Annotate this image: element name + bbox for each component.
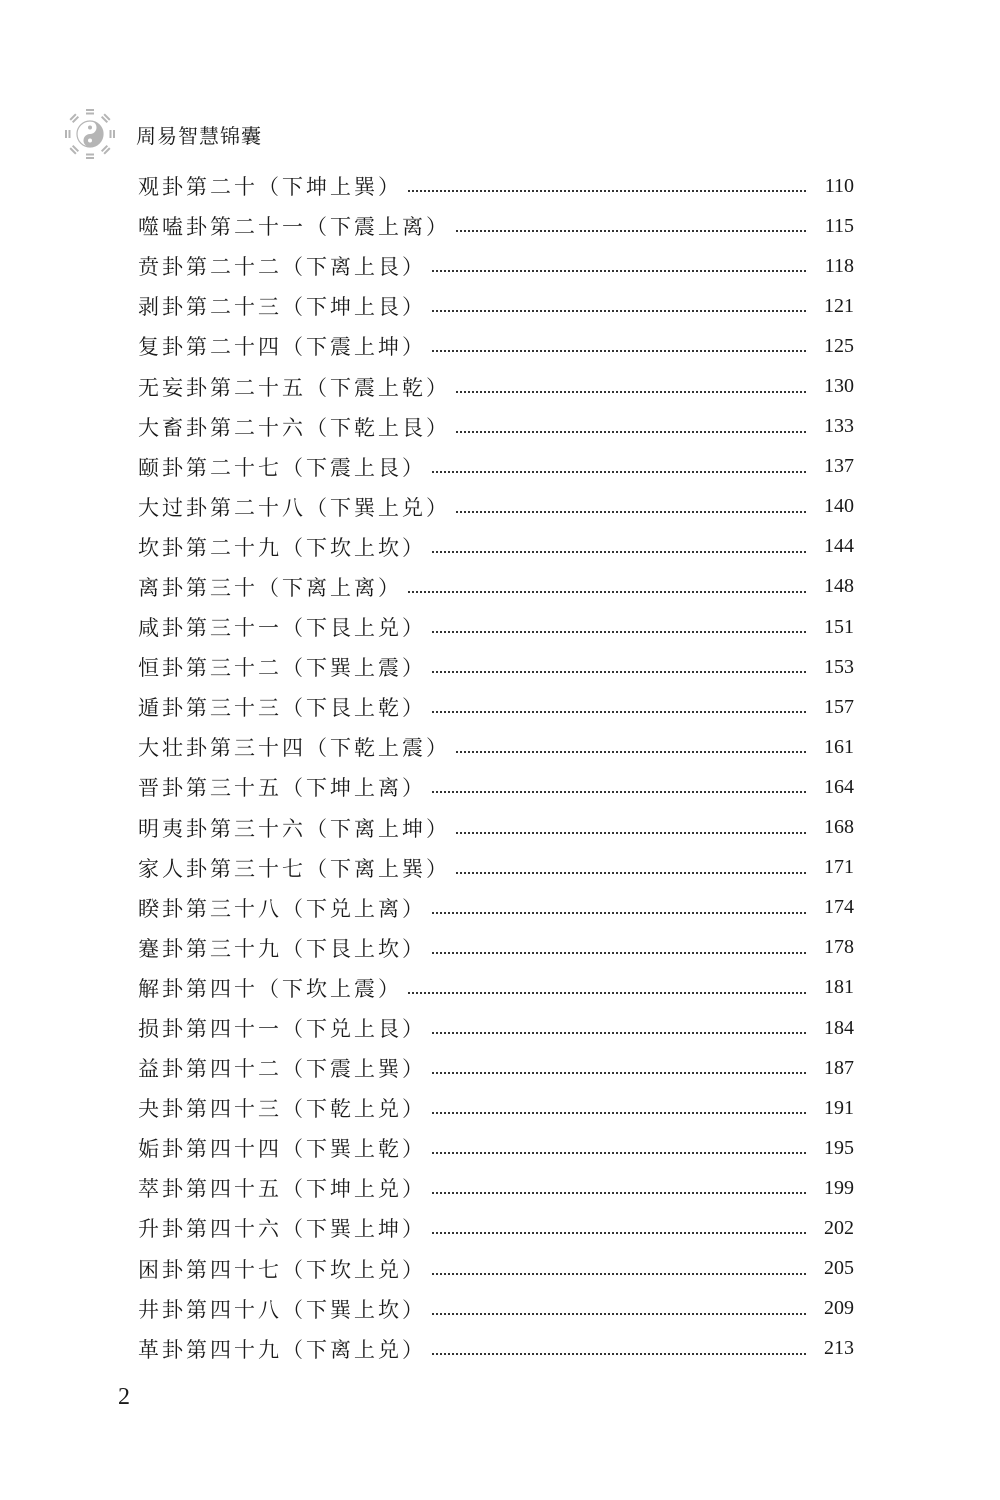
toc-entry-title: 夬卦第四十三（下乾上兑） [138,1097,426,1122]
toc-entry-page: 110 [824,174,854,197]
toc-entry[interactable] [138,687,854,727]
dot-leader [432,471,806,473]
dot-leader [432,1273,806,1275]
toc-entry-title: 井卦第四十八（下巽上坎） [138,1297,426,1322]
toc-entry-title: 剥卦第二十三（下坤上艮） [138,295,426,320]
toc-entry[interactable] [138,1048,854,1088]
toc-entry-page: 181 [824,976,854,999]
toc-entry[interactable] [138,166,854,206]
toc-entry[interactable] [138,286,854,326]
toc-entry[interactable] [138,527,854,567]
toc-entry-title: 颐卦第二十七（下震上艮） [138,455,426,480]
toc-entry-page: 164 [824,775,854,798]
toc-entry-title: 大壮卦第三十四（下乾上震） [138,736,450,761]
dot-leader [432,1192,806,1194]
dot-leader [432,1353,806,1355]
toc-entry-page: 130 [824,375,854,398]
page-number: 2 [118,1384,130,1410]
toc-entry-page: 209 [824,1297,854,1320]
toc-entry[interactable] [138,1088,854,1128]
toc-entry[interactable] [138,607,854,647]
toc-entry-page: 137 [824,455,854,478]
toc-entry[interactable] [138,447,854,487]
table-of-contents [138,166,854,1369]
dot-leader [432,310,806,312]
toc-entry-page: 213 [824,1337,854,1360]
dot-leader [432,952,806,954]
toc-entry-page: 133 [824,415,854,438]
toc-entry-page: 157 [824,695,854,718]
toc-entry[interactable] [138,968,854,1008]
toc-entry-title: 恒卦第三十二（下巽上震） [138,656,426,681]
toc-entry[interactable] [138,647,854,687]
toc-entry-title: 解卦第四十（下坎上震） [138,976,402,1001]
dot-leader [456,832,806,834]
toc-entry[interactable] [138,1008,854,1048]
toc-entry-page: 161 [824,735,854,758]
dot-leader [456,431,806,433]
running-header [62,104,262,164]
toc-entry-page: 202 [824,1216,854,1239]
dot-leader [432,1232,806,1234]
toc-entry-page: 151 [824,615,854,638]
dot-leader [432,270,806,272]
toc-entry-title: 益卦第四十二（下震上巽） [138,1057,426,1082]
toc-entry-page: 115 [824,214,854,237]
toc-entry-title: 姤卦第四十四（下巽上乾） [138,1137,426,1162]
toc-entry-page: 191 [824,1096,854,1119]
toc-entry[interactable] [138,767,854,807]
toc-entry-page: 195 [824,1136,854,1159]
dot-leader [432,350,806,352]
toc-entry-title: 坎卦第二十九（下坎上坎） [138,535,426,560]
toc-entry-page: 140 [824,495,854,518]
toc-entry[interactable] [138,808,854,848]
toc-entry-title: 复卦第二十四（下震上坤） [138,335,426,360]
toc-entry-title: 离卦第三十（下离上离） [138,575,402,600]
toc-entry[interactable] [138,567,854,607]
toc-entry[interactable] [138,1329,854,1369]
toc-entry[interactable] [138,1289,854,1329]
toc-entry[interactable] [138,928,854,968]
toc-entry-title: 升卦第四十六（下巽上坤） [138,1217,426,1242]
toc-entry[interactable] [138,206,854,246]
toc-entry[interactable] [138,1249,854,1289]
dot-leader [432,1112,806,1114]
toc-entry-page: 178 [824,936,854,959]
toc-entry-title: 困卦第四十七（下坎上兑） [138,1257,426,1282]
toc-entry[interactable] [138,888,854,928]
dot-leader [408,992,806,994]
toc-entry-page: 144 [824,535,854,558]
toc-entry-page: 187 [824,1056,854,1079]
toc-entry-title: 遁卦第三十三（下艮上乾） [138,696,426,721]
toc-entry-page: 168 [824,816,854,839]
toc-entry[interactable] [138,246,854,286]
dot-leader [432,711,806,713]
dot-leader [432,1072,806,1074]
toc-entry-title: 大畜卦第二十六（下乾上艮） [138,415,450,440]
dot-leader [432,631,806,633]
toc-entry[interactable] [138,366,854,406]
toc-entry[interactable] [138,487,854,527]
toc-entry-title: 蹇卦第三十九（下艮上坎） [138,936,426,961]
toc-entry-page: 205 [824,1257,854,1280]
toc-entry-title: 晋卦第三十五（下坤上离） [138,776,426,801]
toc-entry-title: 贲卦第二十二（下离上艮） [138,255,426,280]
dot-leader [432,1032,806,1034]
book-title: 周易智慧锦囊 [136,123,262,148]
toc-entry-title: 观卦第二十（下坤上巽） [138,175,402,200]
toc-entry[interactable] [138,1128,854,1168]
toc-entry-title: 明夷卦第三十六（下离上坤） [138,816,450,841]
dot-leader [432,671,806,673]
toc-entry-title: 损卦第四十一（下兑上艮） [138,1017,426,1042]
toc-entry-title: 睽卦第三十八（下兑上离） [138,896,426,921]
toc-entry-page: 171 [824,856,854,879]
toc-entry-page: 199 [824,1176,854,1199]
toc-entry-page: 125 [824,334,854,357]
dot-leader [456,511,806,513]
toc-entry-page: 148 [824,575,854,598]
dot-leader [432,912,806,914]
dot-leader [432,1313,806,1315]
toc-entry[interactable] [138,1208,854,1248]
dot-leader [432,791,806,793]
toc-entry[interactable] [138,326,854,366]
dot-leader [456,391,806,393]
toc-entry-page: 121 [824,294,854,317]
toc-entry-page: 184 [824,1016,854,1039]
toc-entry-title: 无妄卦第二十五（下震上乾） [138,375,450,400]
dot-leader [408,591,806,593]
dot-leader [456,751,806,753]
toc-entry-title: 咸卦第三十一（下艮上兑） [138,616,426,641]
toc-entry-title: 大过卦第二十八（下巽上兑） [138,495,450,520]
toc-entry-page: 118 [824,254,854,277]
toc-entry-title: 噬嗑卦第二十一（下震上离） [138,215,450,240]
toc-entry-title: 革卦第四十九（下离上兑） [138,1337,426,1362]
dot-leader [408,190,806,192]
toc-entry[interactable] [138,1168,854,1208]
dot-leader [432,1152,806,1154]
toc-entry[interactable] [138,848,854,888]
dot-leader [456,230,806,232]
toc-entry[interactable] [138,407,854,447]
dot-leader [456,872,806,874]
toc-entry-title: 萃卦第四十五（下坤上兑） [138,1177,426,1202]
toc-entry[interactable] [138,727,854,767]
toc-entry-page: 174 [824,896,854,919]
toc-entry-page: 153 [824,655,854,678]
yin-yang-bagua-icon [62,106,118,162]
toc-entry-title: 家人卦第三十七（下离上巽） [138,856,450,881]
dot-leader [432,551,806,553]
